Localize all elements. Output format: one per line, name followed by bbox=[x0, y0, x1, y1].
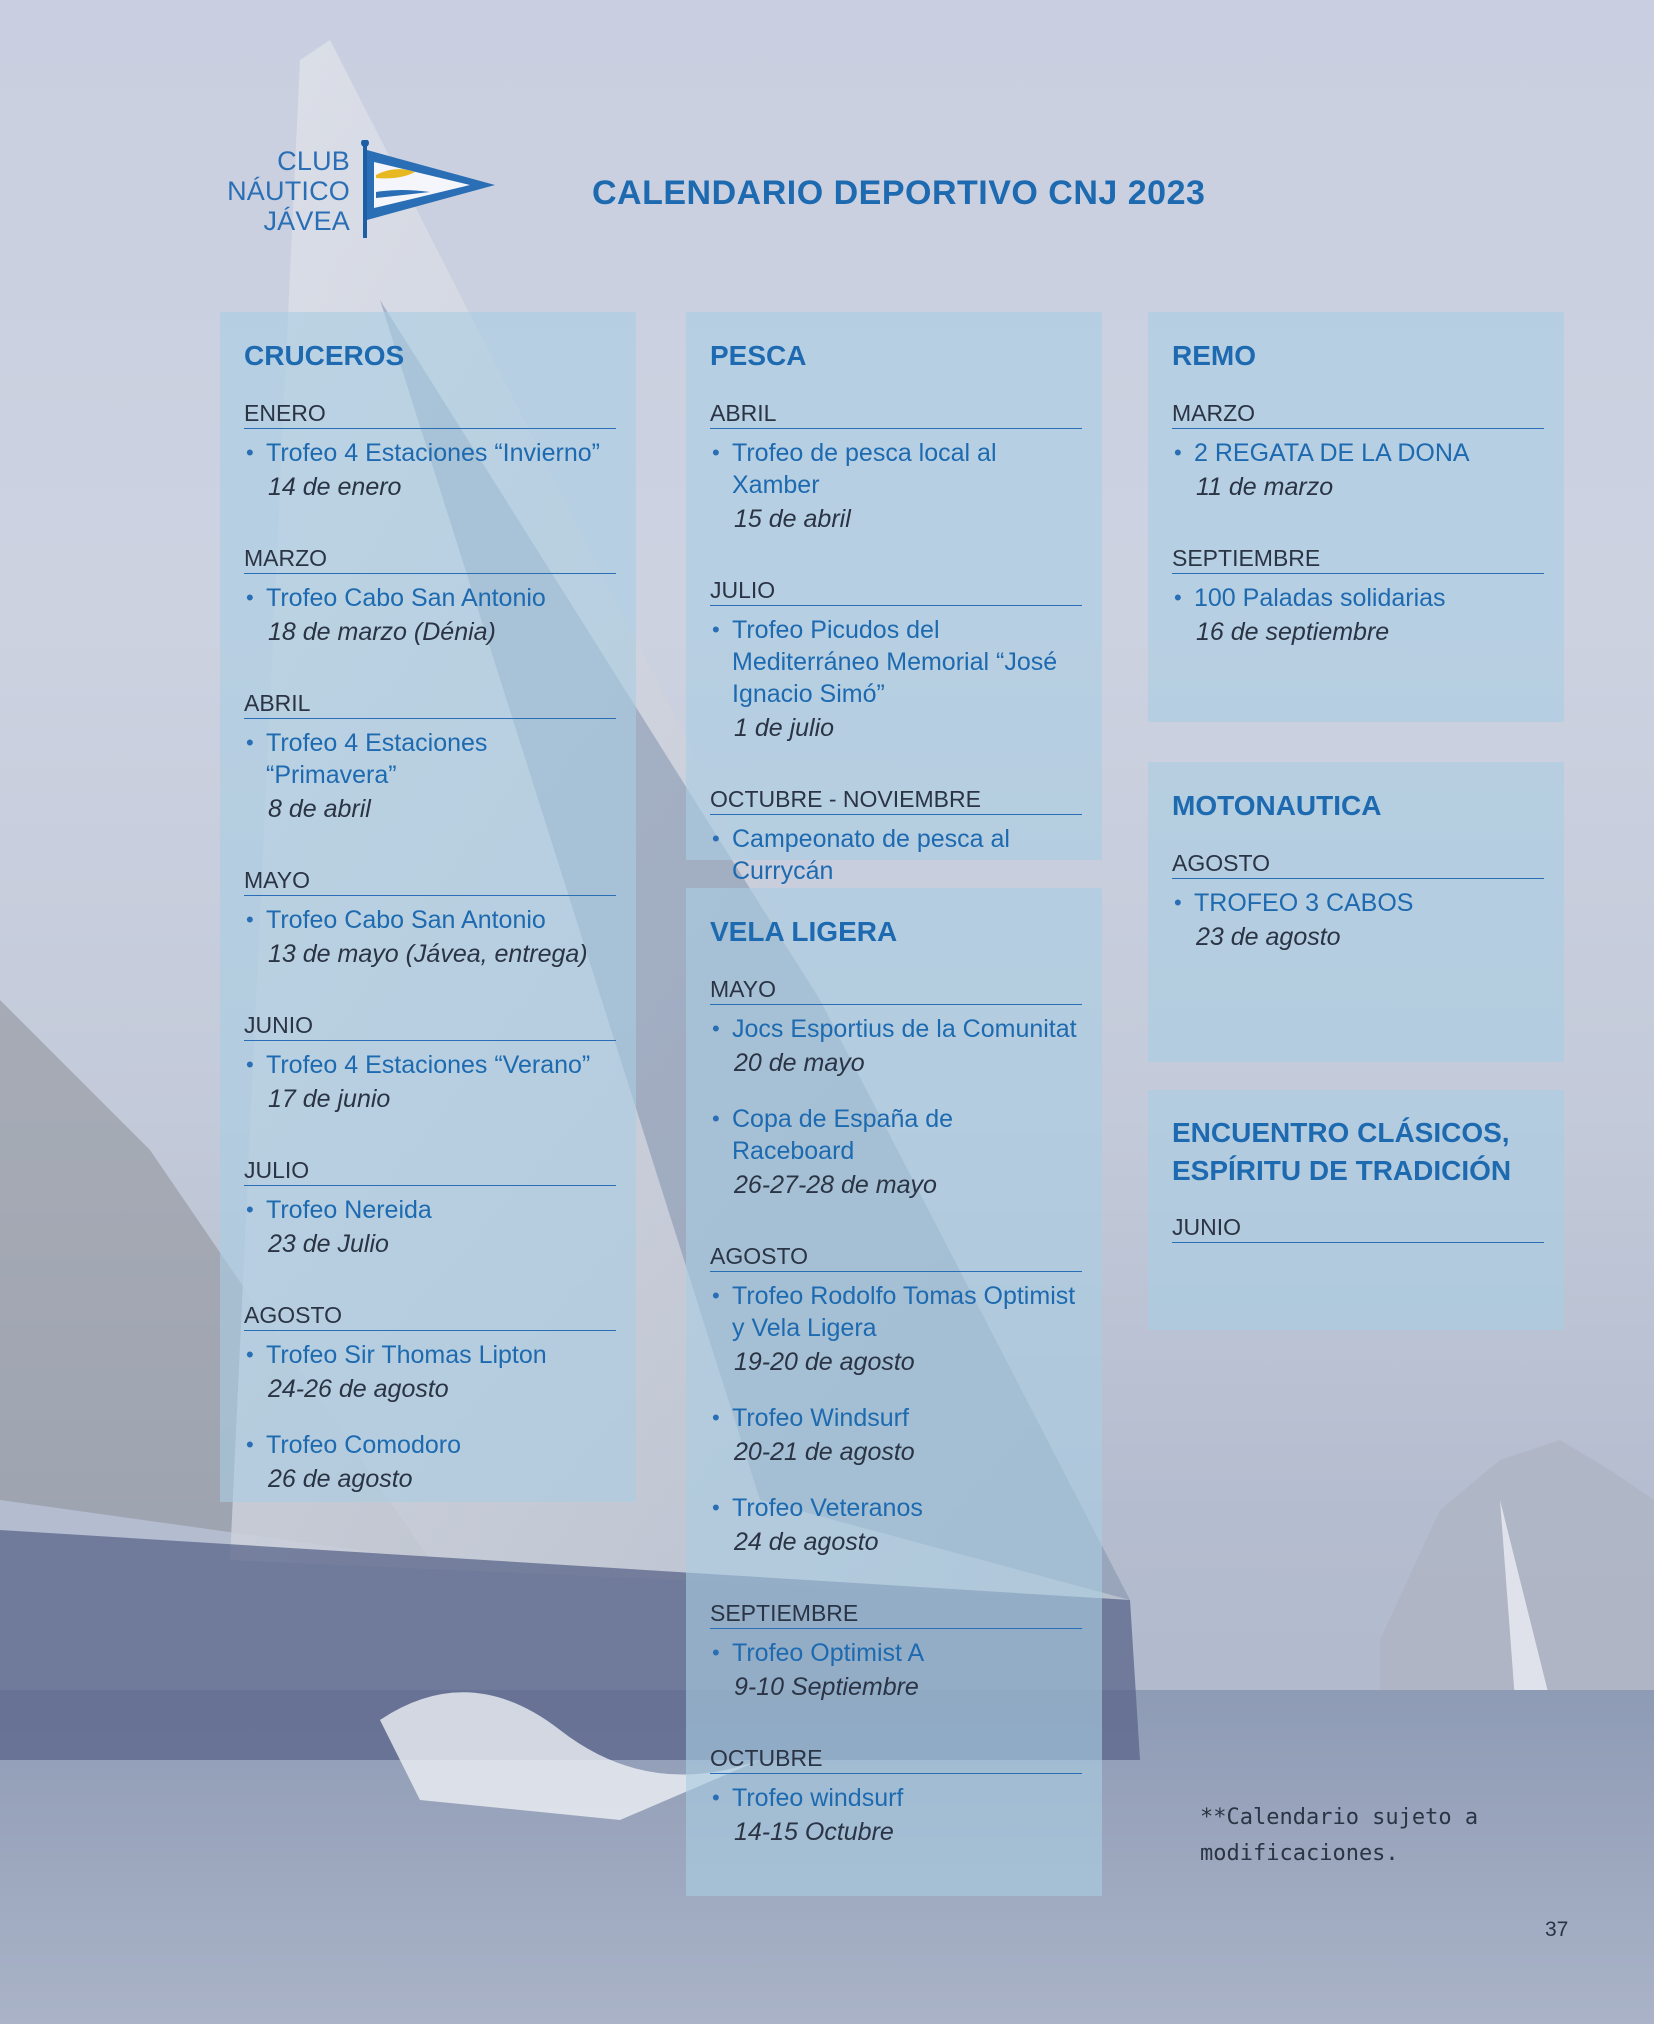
event-item bbox=[1172, 887, 1544, 955]
event-date: 23 de agosto bbox=[1196, 923, 1341, 951]
bullet-icon: • bbox=[246, 440, 254, 465]
month-heading: ABRIL bbox=[244, 688, 616, 719]
month-heading: MAYO bbox=[244, 865, 616, 896]
month-heading: SEPTIEMBRE bbox=[1172, 543, 1544, 574]
month-block bbox=[710, 1743, 1082, 1850]
event-item bbox=[710, 614, 1082, 746]
event-item bbox=[1172, 582, 1544, 650]
event-date: 26-27-28 de mayo bbox=[734, 1171, 937, 1199]
event-name: 100 Paladas solidarias bbox=[1194, 584, 1446, 612]
month-block bbox=[1172, 848, 1544, 955]
month-block bbox=[1172, 543, 1544, 650]
month-heading: OCTUBRE bbox=[710, 1743, 1082, 1774]
bullet-icon: • bbox=[712, 1785, 720, 1810]
event-name: 2 REGATA DE LA DONA bbox=[1194, 439, 1470, 467]
month-heading: AGOSTO bbox=[710, 1241, 1082, 1272]
month-block bbox=[244, 865, 616, 972]
event-item bbox=[710, 1492, 1082, 1560]
bullet-icon: • bbox=[246, 1342, 254, 1367]
month-block bbox=[710, 1598, 1082, 1705]
event-date: 18 de marzo (Dénia) bbox=[268, 618, 496, 646]
event-item bbox=[244, 582, 616, 650]
bullet-icon: • bbox=[246, 907, 254, 932]
bullet-icon: • bbox=[246, 1432, 254, 1457]
event-name: Jocs Esportius de la Comunitat bbox=[732, 1015, 1077, 1043]
cruceros-panel bbox=[220, 312, 636, 1502]
bullet-icon: • bbox=[1174, 890, 1182, 915]
month-heading: ENERO bbox=[244, 398, 616, 429]
event-item bbox=[244, 1429, 616, 1497]
club-logo bbox=[227, 140, 500, 240]
bullet-icon: • bbox=[712, 1640, 720, 1665]
bullet-icon: • bbox=[712, 826, 720, 851]
pesca-panel bbox=[686, 312, 1102, 885]
vela-ligera-panel bbox=[686, 888, 1102, 1896]
section-title-motonautica: MOTONAUTICA bbox=[1172, 790, 1382, 821]
page-title: CALENDARIO DEPORTIVO CNJ 2023 bbox=[592, 174, 1206, 212]
event-date: 9-10 Septiembre bbox=[734, 1673, 919, 1701]
clasicos-month-list bbox=[1172, 1212, 1544, 1243]
month-block bbox=[710, 575, 1082, 746]
event-item bbox=[710, 1280, 1082, 1380]
event-item bbox=[244, 1339, 616, 1407]
remo-panel bbox=[1148, 312, 1564, 722]
event-item bbox=[244, 1194, 616, 1262]
event-date: 24-26 de agosto bbox=[268, 1375, 449, 1403]
bullet-icon: • bbox=[712, 1405, 720, 1430]
section-title-vela-ligera: VELA LIGERA bbox=[710, 916, 898, 947]
clasicos-panel bbox=[1148, 1090, 1564, 1330]
event-item bbox=[244, 437, 616, 505]
event-name: Trofeo Rodolfo Tomas Optimist y Vela Ligera bbox=[732, 1282, 1076, 1342]
cruceros-month-list bbox=[244, 398, 616, 1497]
event-item bbox=[244, 904, 616, 972]
month-block bbox=[244, 1155, 616, 1262]
bullet-icon: • bbox=[712, 1106, 720, 1131]
burgee-flag-icon bbox=[360, 140, 500, 240]
bullet-icon: • bbox=[1174, 585, 1182, 610]
club-name: CLUB NÁUTICO JÁVEA bbox=[227, 146, 350, 236]
month-heading: JULIO bbox=[244, 1155, 616, 1186]
event-item bbox=[710, 823, 1082, 887]
month-heading: OCTUBRE - NOVIEMBRE bbox=[710, 784, 1082, 815]
section-title-clasicos: ENCUENTRO CLÁSICOS, ESPÍRITU DE TRADICIÓN bbox=[1172, 1117, 1512, 1186]
event-item bbox=[710, 1013, 1082, 1081]
bullet-icon: • bbox=[712, 1495, 720, 1520]
event-name: Trofeo 4 Estaciones “Invierno” bbox=[266, 439, 600, 467]
bullet-icon: • bbox=[712, 617, 720, 642]
section-title-remo: REMO bbox=[1172, 340, 1256, 371]
event-name: Trofeo de pesca local al Xamber bbox=[732, 439, 997, 499]
month-heading: MARZO bbox=[244, 543, 616, 574]
month-heading: JUNIO bbox=[1172, 1212, 1544, 1243]
section-title-pesca: PESCA bbox=[710, 340, 807, 371]
event-item bbox=[710, 437, 1082, 537]
event-date: 26 de agosto bbox=[268, 1465, 413, 1493]
motonautica-panel bbox=[1148, 762, 1564, 1062]
month-heading: MARZO bbox=[1172, 398, 1544, 429]
bullet-icon: • bbox=[246, 585, 254, 610]
disclaimer-note: **Calendario sujeto a modificaciones. bbox=[1200, 1805, 1479, 1866]
event-date: 23 de Julio bbox=[268, 1230, 389, 1258]
event-name: TROFEO 3 CABOS bbox=[1194, 889, 1414, 917]
remo-month-list bbox=[1172, 398, 1544, 650]
event-item bbox=[710, 1782, 1082, 1850]
event-item bbox=[244, 1049, 616, 1117]
event-name: Trofeo Picudos del Mediterráneo Memorial “José Ignacio Simó” bbox=[732, 616, 1058, 708]
event-name: Copa de España de Raceboard bbox=[732, 1105, 954, 1165]
bullet-icon: • bbox=[712, 440, 720, 465]
event-item bbox=[710, 1103, 1082, 1203]
event-name: Trofeo Cabo San Antonio bbox=[266, 906, 546, 934]
event-name: Campeonato de pesca al Currycán bbox=[732, 825, 1010, 885]
pesca-month-list bbox=[710, 398, 1082, 887]
event-name: Trofeo Comodoro bbox=[266, 1431, 461, 1459]
event-date: 8 de abril bbox=[268, 795, 371, 823]
event-date: 19-20 de agosto bbox=[734, 1348, 915, 1376]
page-number: 37 bbox=[1545, 1918, 1569, 1941]
event-date: 13 de mayo (Jávea, entrega) bbox=[268, 940, 588, 968]
event-name: Trofeo Cabo San Antonio bbox=[266, 584, 546, 612]
month-heading: JULIO bbox=[710, 575, 1082, 606]
month-heading: MAYO bbox=[710, 974, 1082, 1005]
event-item bbox=[244, 727, 616, 827]
month-block bbox=[710, 1241, 1082, 1560]
vela-month-list bbox=[710, 974, 1082, 1850]
month-heading: ABRIL bbox=[710, 398, 1082, 429]
event-date: 14-15 Octubre bbox=[734, 1818, 894, 1846]
month-heading: AGOSTO bbox=[1172, 848, 1544, 879]
bullet-icon: • bbox=[712, 1283, 720, 1308]
month-block bbox=[244, 688, 616, 827]
section-title-cruceros: CRUCEROS bbox=[244, 340, 405, 371]
event-name: Trofeo Optimist A bbox=[732, 1639, 925, 1667]
month-block bbox=[710, 784, 1082, 887]
event-item bbox=[710, 1402, 1082, 1470]
month-heading: AGOSTO bbox=[244, 1300, 616, 1331]
event-name: Trofeo 4 Estaciones “Primavera” bbox=[266, 729, 488, 789]
event-name: Trofeo Windsurf bbox=[732, 1404, 909, 1432]
month-block bbox=[1172, 1212, 1544, 1243]
month-heading: JUNIO bbox=[244, 1010, 616, 1041]
bullet-icon: • bbox=[1174, 440, 1182, 465]
month-block bbox=[244, 543, 616, 650]
month-block bbox=[244, 398, 616, 505]
event-date: 16 de septiembre bbox=[1196, 618, 1390, 646]
bullet-icon: • bbox=[246, 730, 254, 755]
bullet-icon: • bbox=[246, 1052, 254, 1077]
month-block bbox=[244, 1010, 616, 1117]
motonautica-month-list bbox=[1172, 848, 1544, 955]
event-name: Trofeo Veteranos bbox=[732, 1494, 923, 1522]
month-heading: SEPTIEMBRE bbox=[710, 1598, 1082, 1629]
event-name: Trofeo Nereida bbox=[266, 1196, 432, 1224]
bullet-icon: • bbox=[712, 1016, 720, 1041]
event-date: 17 de junio bbox=[268, 1085, 391, 1113]
event-date: 14 de enero bbox=[268, 473, 402, 501]
event-name: Trofeo 4 Estaciones “Verano” bbox=[266, 1051, 591, 1079]
event-name: Trofeo Sir Thomas Lipton bbox=[266, 1341, 547, 1369]
event-date: 15 de abril bbox=[734, 505, 851, 533]
event-date: 24 de agosto bbox=[734, 1528, 879, 1556]
month-block bbox=[1172, 398, 1544, 505]
event-item bbox=[710, 1637, 1082, 1705]
event-date: 20 de mayo bbox=[734, 1049, 865, 1077]
bullet-icon: • bbox=[246, 1197, 254, 1222]
event-date: 1 de julio bbox=[734, 714, 835, 742]
event-date: 11 de marzo bbox=[1196, 473, 1334, 501]
month-block bbox=[710, 398, 1082, 537]
month-block bbox=[244, 1300, 616, 1497]
month-block bbox=[710, 974, 1082, 1203]
event-name: Trofeo windsurf bbox=[732, 1784, 904, 1812]
event-item bbox=[1172, 437, 1544, 505]
event-date: 20-21 de agosto bbox=[734, 1438, 915, 1466]
